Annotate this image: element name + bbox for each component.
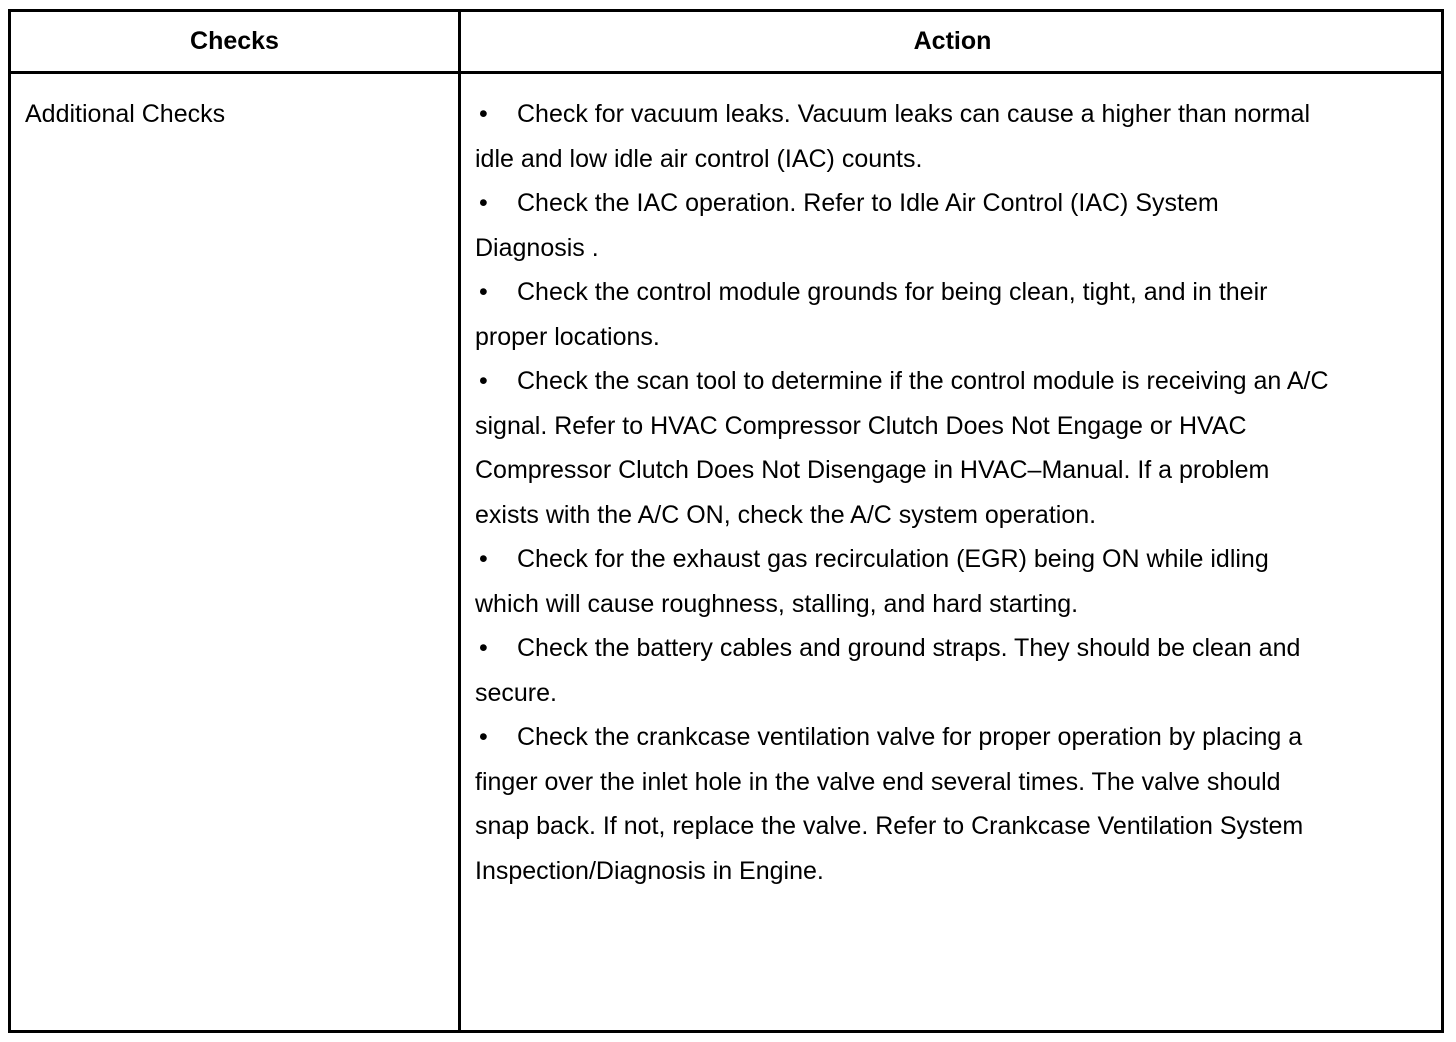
action-text: Check the control module grounds for being clean, tight, and in their proper locations.: [475, 278, 1268, 351]
checks-cell: Additional Checks: [25, 100, 226, 128]
action-item: [475, 715, 1335, 893]
action-list: [475, 92, 1335, 893]
checks-action-table: [8, 9, 1444, 1033]
bullet-icon: •: [479, 723, 488, 751]
action-cell: [475, 92, 1335, 893]
action-item: [475, 537, 1335, 626]
column-divider: [458, 12, 461, 1030]
header-checks: Checks: [190, 27, 279, 55]
bullet-icon: •: [479, 278, 488, 306]
header-divider: [11, 71, 1441, 74]
action-item: [475, 359, 1335, 537]
action-item: [475, 270, 1335, 359]
action-item: [475, 181, 1335, 270]
action-text: Check for vacuum leaks. Vacuum leaks can cause a higher than normal idle and low idle air control (IAC) counts.: [475, 100, 1310, 173]
bullet-icon: •: [479, 367, 488, 395]
action-text: Check the scan tool to determine if the control module is receiving an A/C signal. Refer to HVAC Compressor Clutch Does Not Engage or HVAC Compressor Clutch Does Not Disengage in HVAC–Manual. If a problem exists with the A/C ON, check the A/C system operation.: [475, 367, 1329, 529]
bullet-icon: •: [479, 545, 488, 573]
action-item: [475, 626, 1335, 715]
action-item: [475, 92, 1335, 181]
bullet-icon: •: [479, 634, 488, 662]
action-text: Check the IAC operation. Refer to Idle Air Control (IAC) System Diagnosis .: [475, 189, 1219, 262]
bullet-icon: •: [479, 189, 488, 217]
action-text: Check the crankcase ventilation valve for proper operation by placing a finger over the inlet hole in the valve end several times. The valve should snap back. If not, replace the valve. Refer to Crankcase Ventilation System Inspection/Diagnosis in Engine.: [475, 723, 1304, 885]
header-action: Action: [913, 27, 992, 55]
action-text: Check for the exhaust gas recirculation (EGR) being ON while idling which will cause roughness, stalling, and hard starting.: [475, 545, 1269, 618]
bullet-icon: •: [479, 100, 488, 128]
action-text: Check the battery cables and ground straps. They should be clean and secure.: [475, 634, 1301, 707]
